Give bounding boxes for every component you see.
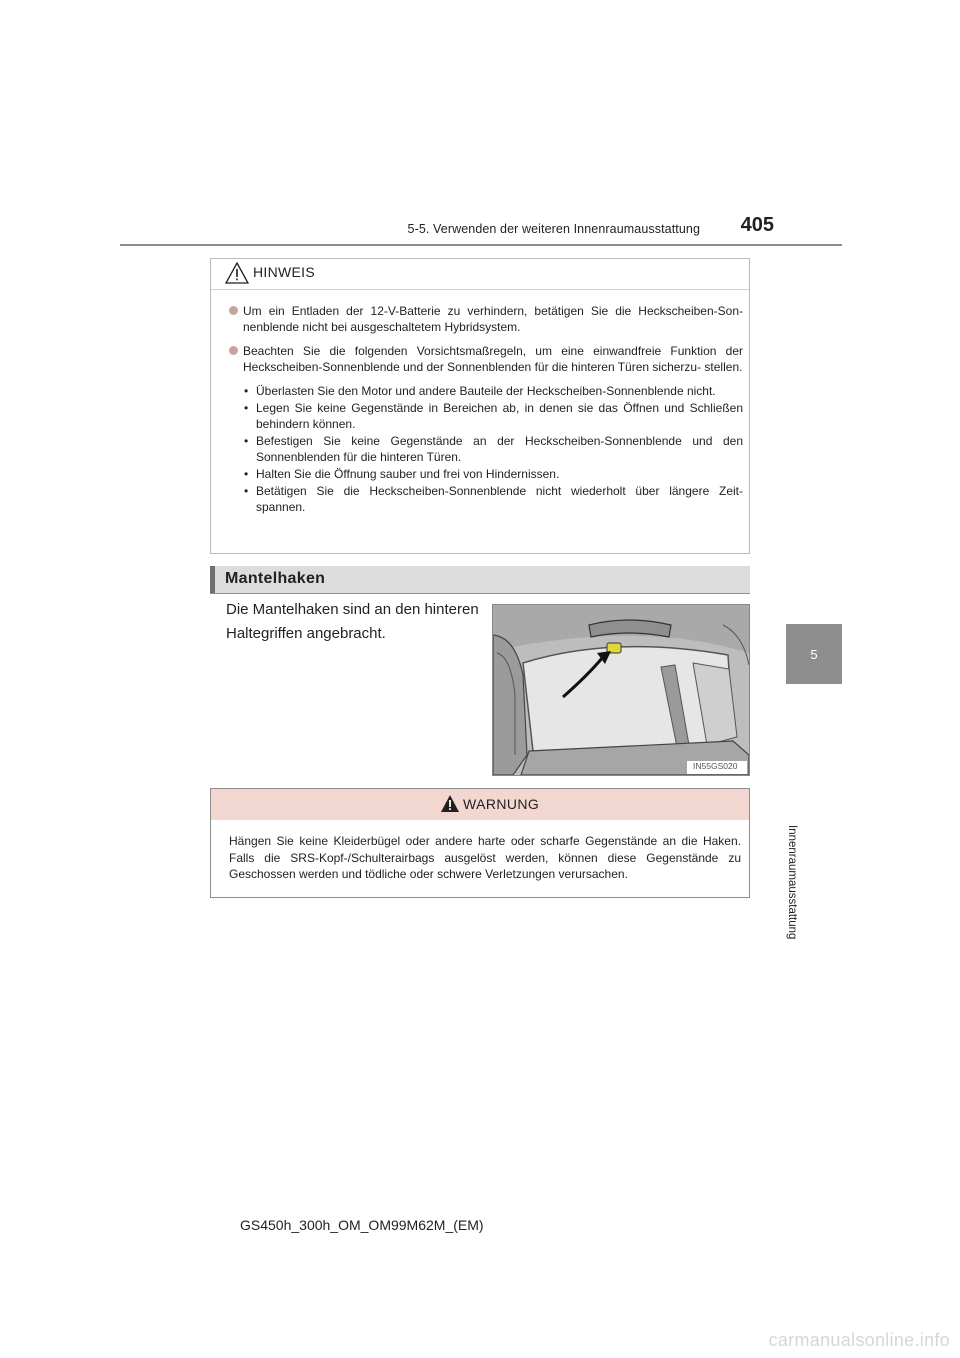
- notice-paragraph: Beachten Sie die folgenden Vorsichtsmaßregeln, um eine einwandfreie Funktion der Heckscheiben-Sonnenblende und der Sonnenblenden für die hinteren Türen sicherzu- stellen.: [229, 343, 743, 375]
- section-heading: [210, 566, 750, 594]
- chapter-number: 5: [810, 646, 818, 662]
- chapter-label: Innenraumausstattung: [786, 825, 798, 940]
- warning-triangle-icon: [440, 794, 460, 813]
- coat-hook-illustration: [492, 604, 750, 776]
- warning-text: Hängen Sie keine Kleiderbügel oder andere harte oder scharfe Gegenstände an die Haken. Falls die SRS-Kopf-/Schulterairbags ausgelöst werden, können diese Gegenstände zu Geschossen werden und tödliche oder schwere Verletzungen verursachen.: [229, 834, 741, 881]
- list-item: • Überlasten Sie den Motor und andere Bauteile der Heckscheiben-Sonnenblende nicht.: [243, 383, 743, 399]
- list-item: • Halten Sie die Öffnung sauber und frei von Hindernissen.: [243, 466, 743, 482]
- watermark: carmanualsonline.info: [768, 1330, 950, 1350]
- footer-model-code: GS450h_300h_OM_OM99M62M_(EM): [240, 1217, 484, 1233]
- notice-title: HINWEIS: [253, 264, 315, 280]
- notice-paragraph: Um ein Entladen der 12-V-Batterie zu verhindern, betätigen Sie die Heckscheiben-Son- nenblende nicht bei ausgeschaltetem Hybridsystem.: [229, 303, 743, 335]
- image-code: IN55GS020: [693, 761, 738, 771]
- list-item: • Betätigen Sie die Heckscheiben-Sonnenblende nicht wiederholt über längere Zeit- spannen.: [243, 483, 743, 515]
- notice-header: [211, 259, 749, 290]
- list-item: • Legen Sie keine Gegenstände in Bereichen ab, in denen sie das Öffnen und Schließen behindern können.: [243, 400, 743, 432]
- notice-item-list: [243, 383, 743, 515]
- coat-hook-image: [493, 605, 749, 775]
- section-body-text: Die Mantelhaken sind an den hinteren Haltegriffen angebracht.: [226, 601, 479, 642]
- chapter-tab: [786, 624, 842, 684]
- bullet-dot-icon: [229, 346, 238, 355]
- notice-body: [229, 303, 743, 516]
- warning-box: [210, 788, 750, 898]
- running-header-title: 5-5. Verwenden der weiteren Innenraumausstattung: [407, 222, 700, 236]
- header-rule: [120, 244, 842, 246]
- warning-header: [211, 789, 749, 820]
- bullet-dot-icon: [229, 306, 238, 315]
- caution-triangle-icon: [225, 262, 249, 284]
- notice-box: [210, 258, 750, 554]
- section-heading-bar: [210, 566, 215, 593]
- list-item: • Befestigen Sie keine Gegenstände an der Heckscheiben-Sonnenblende und den Sonnenblenden für die hinteren Türen.: [243, 433, 743, 465]
- warning-title: WARNUNG: [463, 796, 540, 812]
- chapter-label-container: [784, 700, 802, 940]
- section-heading-text: Mantelhaken: [225, 570, 326, 587]
- page-number: 405: [740, 214, 774, 236]
